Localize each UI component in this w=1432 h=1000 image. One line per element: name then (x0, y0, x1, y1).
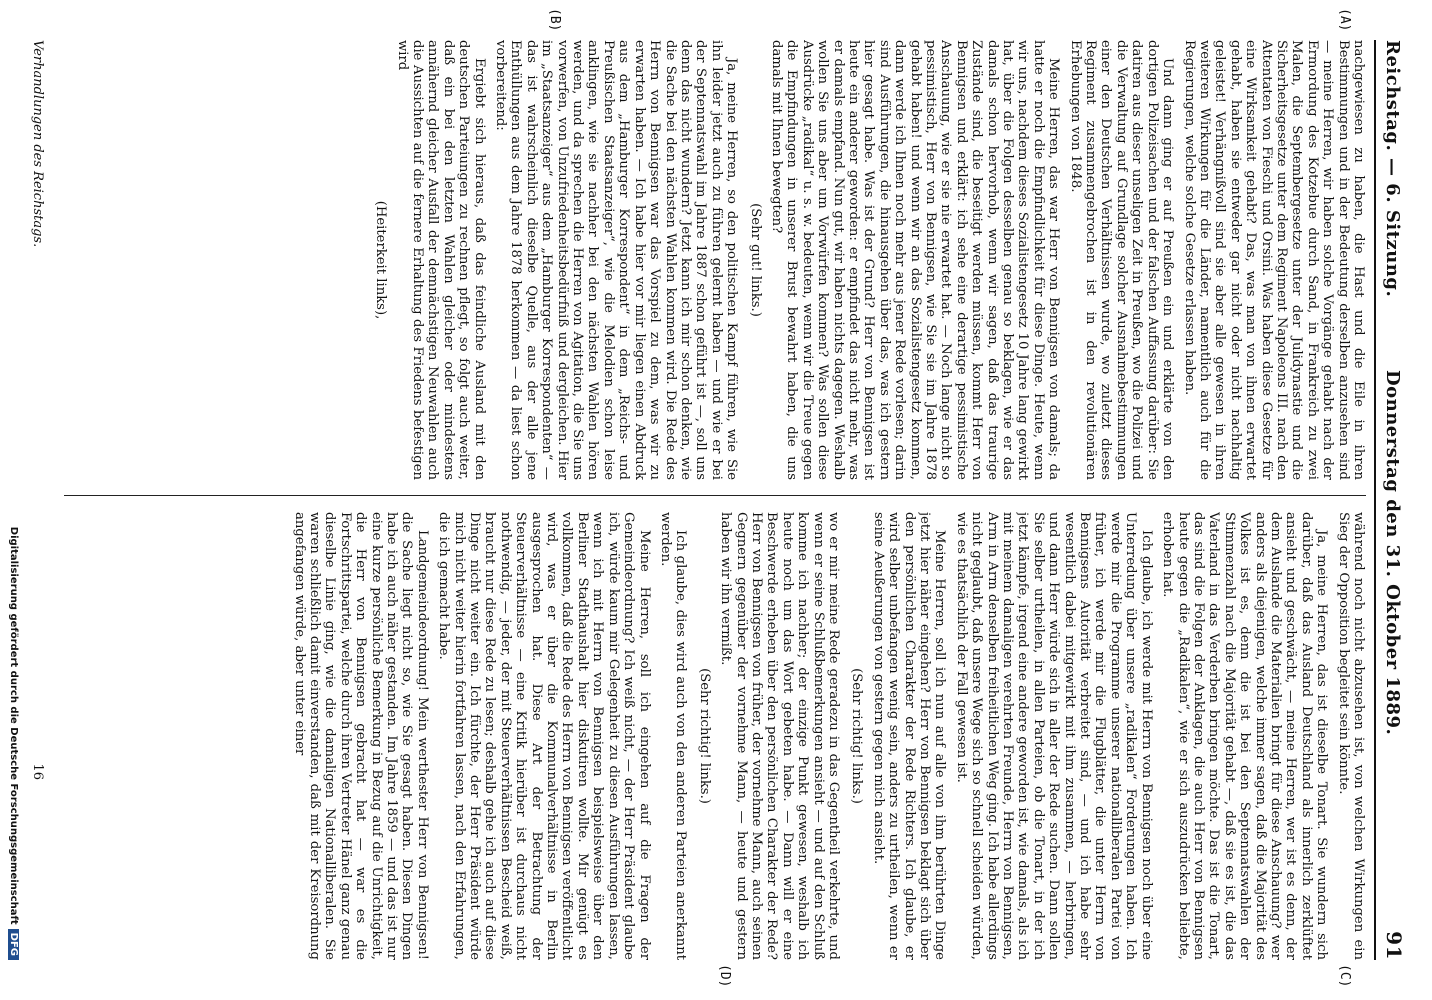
interjection: (Sehr richtig! links.) (696, 668, 712, 804)
interjection: (Sehr gut! links.) (747, 203, 763, 317)
dfg-logo: DFG (8, 929, 19, 960)
page-number: 91 (1382, 931, 1406, 960)
paragraph: Und dann ging er auf Preußen ein und erklärte von den dortigen Polizeisachen und der falschen Auffassung darüber: Sie datiren aus dieser unseligen Zeit in Preußen, wo die Polizei und die Verwaltung auf Grundlage solcher Ausnahmebestimmungen einer den Deutschen Verhältnissen wurde, wo zuletzt dieses Regiment zusammengebrochen ist in den revolutionären Erhebungen von 1848. (1067, 40, 1176, 480)
digitization-text: Digitalisierung gefördert durch die Deutsche Forschungsgemeinschaft (8, 526, 19, 925)
footer-proceedings: Verhandlungen des Reichstags. (30, 40, 45, 248)
header-date: Donnerstag den 31. Oktober 1889. (1382, 370, 1403, 736)
right-column (64, 512, 1366, 960)
margin-mark-b: (B) (547, 8, 562, 32)
column-divider (64, 495, 1366, 496)
digitization-notice (8, 0, 19, 1000)
paragraph: Ja, meine Herren, so den politischen Kampf führen, wie Sie ihn leider jetzt auch zu führen gelernt haben — und wie er bei der Septennatswahl im Jahre 1887 schon geführt ist —, soll uns denn das nicht wundern? Jetzt kann ich mir schon denken, wie die Sache bei den nächsten Wahlen kommen wird. Die Rede des Herrn von Bennigsen war das Vorspiel zu dem, was wir zu erwarten haben. — Ich habe hier vor mir liegen einen Abdruck aus dem „Hamburger Korrespondent“ in dem „Reichs- und Preußischen Staatsanzeiger“, wie die Melodien schon leise anklingen, wie sie nachher bei den nächsten Wahlen hören werden, und da sprechen die Herren von Agitation, die Sie uns vorwerfen, von Unzufriedenheitsbedürfniß und dergleichen. Hier im „Staatsanzeiger“ aus dem „Hamburger Korrespondenten“ — das ist wahrscheinlich dieselbe Quelle, aus der alle jene Enthüllungen aus dem Jahre 1878 herkommen — da liest schon vorbereitend: (493, 40, 740, 480)
signature-number: 16 (30, 763, 45, 780)
paragraph: wo er mir meine Rede geradezu in das Gegentheil verkehrte, und wenn er seine Schlußbemerkungen ansieht — und auf den Schluß komme ich nachher; der einzige Punkt gewesen, weshalb ich heute noch um das Wort gebeten habe. — Dann will er eine Beschwerde erheben über den persönlichen Charakter der Rede? Herr von Bennigsen von früher, der vornehme Mann, auch seinen Gegnern gegenüber der vornehme Mann, — heute und gestern haben wir ihn vermißt. (718, 512, 841, 960)
paragraph: Ich glaube, ich werde mit Herrn von Bennigsen noch über eine Unterredung über unsere „radikalen“ Forderungen haben. Ich werde mir die Programme unserer nationalliberalen Partei von früher, ich werde mir die Flugblätter, die unter Herrn von Bennigsens Autorität verbreitet sind, — und ich habe sehr wesentlich dabei mitgewirkt mit ihm zusammen, — herbringen, und dann Herr würde sich in aller der Rede suchen. Dann sollen Sie selber urtheilen, in allen Parteien, ob die Tonart, in der ich jetzt kämpfe, irgend eine andere geworden ist, wie damals, als ich mit meinem damaligen verehrten Freunde, Herrn von Bennigsen, Arm in Arm denselben freiheitlichen Weg ging. Ich habe allerdings nicht geglaubt, daß unsere Wege sich so schnell scheiden würden, wie es thatsächlich der Fall gewesen ist. (953, 512, 1154, 960)
paragraph: während noch nicht abzusehen ist, von welchen Wirkungen ein Sieg der Opposition begleitet sein könnte. (1335, 512, 1366, 960)
interjection: (Sehr richtig! links.) (849, 668, 865, 804)
paragraph: Ja, meine Herren, das ist dieselbe Tonart. Sie wundern sich darüber, daß das Ausland Deutschland als innerlich zerklüftet ansieht und geschwächt, — meine Herren, wer ist es denn, der dem Auslande die Materialien bringt für diese Anschauung? wer anders als diejenigen, welche immer sagen, daß die Majorität des Volkes ist es, denn die ist bei den Septennatswahlen der Stimmenzahl nach die Majorität gehabt —, daß sie es ist, die das Vaterland in das Verderben bringen möchte. Das ist die Tonart, das sind die Folgen der Anklagen, die auch Herr von Bennigsen heute gegen die „Radikalen“, wie er sich auszudrücken beliebte, erhoben hat. (1160, 512, 1330, 960)
paragraph: Meine Herren, soll ich eingehen auf die Fragen der Gemeindeordnung? Ich weiß nicht, — der Herr Präsident glaube ich, würde kaum mir Gelegenheit zu diesen Ausführungen lassen, wenn ich mit Herrn von Bennigsen beispielsweise über den Berliner Stadthaushalt hier diskutiren wollte. Mir genügt es vollkommen, daß die Rede des Herrn von Bennigsen veröffentlicht wird, was er über die Kommunalverhältnisse in Berlin ausgesprochen hat. Diese Art der Betrachtung der Steuerverhältnisse — eine Kritik hierüber ist durchaus nicht nothwendig, — jeder, der mit Steuerverhältnissen Bescheid weiß, braucht nur diese Rede zu lesen; deshalb gehe ich auch auf diese Dinge nicht weiter ein. Ich fürchte, der Herr Präsident würde mich nicht weiter hierin fortfahren lassen, nach den Erfahrungen, die ich gemacht habe. (436, 512, 652, 960)
paragraph: Meine Herren, das war Herr von Bennigsen von damals; da hatte er noch die Empfindlichkeit für diese Dinge. Heute, wenn wir uns, nachdem dieses Sozialistengesetz 10 Jahre lang gewirkt hat, über die Folgen desselben genau so beklagen, wie er das damals schon hervorhob, wenn wir sagen, daß das traurige Zustände sind, die beseitigt werden müssen, kommt Herr von Bennigsen und erklärt: ich sehe eine derartige pessimistische Anschauung, wie er sie nie erwartet hat. — Noch lange nicht so pessimistisch, Herr von Bennigsen, wie Sie sie im Jahre 1878 gehabt haben! und wenn wir an das Sozialistengesetz kommen, dann werde ich Ihnen noch mehr aus jener Rede vorlesen; darin sind Ausführungen, die hinausgehen über das, was ich gestern hier gesagt habe. Was ist der Grund? Herr von Bennigsen ist heute ein anderer geworden: er empfindet das nicht mehr, was er damals empfand. Nun gut, wir haben nichts dagegen. Weshalb wollen Sie uns aber um Vorwürfen kommen? Was sollen diese Ausdrücke „radikal“ u. s. w. bedeuten, wenn wir die Treue gegen die Empfindungen in unserer Brust bewahrt haben, die uns damals mit Ihnen bewegten? (768, 40, 1062, 480)
interjection: (Heiterkeit links), (373, 200, 389, 320)
paragraph: nachgewiesen zu haben, die Hast und die Eile in ihren Bestimmungen und in der Bedeutung derselben anzusehen sind — meine Herren, wir haben solche Vorgänge gehabt nach der Ermordung des Kotzebue durch Sand, in Frankreich zu zwei Malen, die Septembergesetze unter der Julidynastie und die Sicherheitsgesetze unter dem Regiment Napoleons III. nach den Attentaten von Fieschi und Orsini. Was haben diese Gesetze für eine Wirksamkeit gehabt? Das, was man von ihnen erwartet gehabt, haben sie entweder gar nicht oder nicht nachhaltig geleistet! Verhängnißvoll sind sie aber alle gewesen in ihren weiteren Wirkungen für die Länder, namentlich auch für die Regierungen, welche solche Gesetze erlassen haben. (1181, 40, 1366, 480)
header-left: Reichstag. — 6. Sitzung. (1382, 40, 1403, 298)
paragraph: Landgemeindeordnung! Mein werthester Herr von Bennigsen! die Sache liegt nicht so, wie Sie gesagt haben. Diesen Dingen habe ich auch näher gestanden. Im Jahre 1859 — und das ist nur eine kurze persönliche Bemerkung in Bezug auf die Unrichtigkeit, die Herr von Bennigsen gebracht hat — war es die Fortschrittspartei, welche durch ihren Vertreter Hänel ganz genau dieselbe Linie ging, wie die damaligen Nationalliberalen. Sie waren schließlich damit einverstanden, daß mit der Kreisordnung angefangen würde, aber unter einer (291, 512, 430, 960)
paragraph: Ich glaube, dies wird auch von den anderen Parteien anerkannt werden. (657, 512, 689, 960)
margin-mark-d: (D) (717, 964, 732, 988)
paragraph: Ergiebt sich hieraus, daß das feindliche Ausland mit den deutschen Parteiungen zu rechnen pflegt, so folgt auch weiter, daß ein bei den letzten Wahlen gleicher oder mindestens annähernd gleicher Ausfall der demnächstigen Neuwahlen auch die Aussichten auf die fernere Erhaltung des Friedens befestigen wird (394, 40, 487, 480)
margin-mark-a: (A) (1337, 8, 1352, 32)
left-column (64, 40, 1366, 480)
paragraph: Meine Herren, soll ich nun auf alle von ihm berührten Dinge jetzt hier näher eingehen? Herr von Bennigsen beklagt sich über den persönlichen Charakter der Rede Richters. Ich glaube, er wird selber unbefangen wenig sein, anders zu urtheilen, wenn er seine Aeußerungen von gestern gegen mich ansieht. (870, 512, 948, 960)
page-header (1374, 40, 1410, 960)
margin-mark-c: (C) (1337, 964, 1352, 988)
